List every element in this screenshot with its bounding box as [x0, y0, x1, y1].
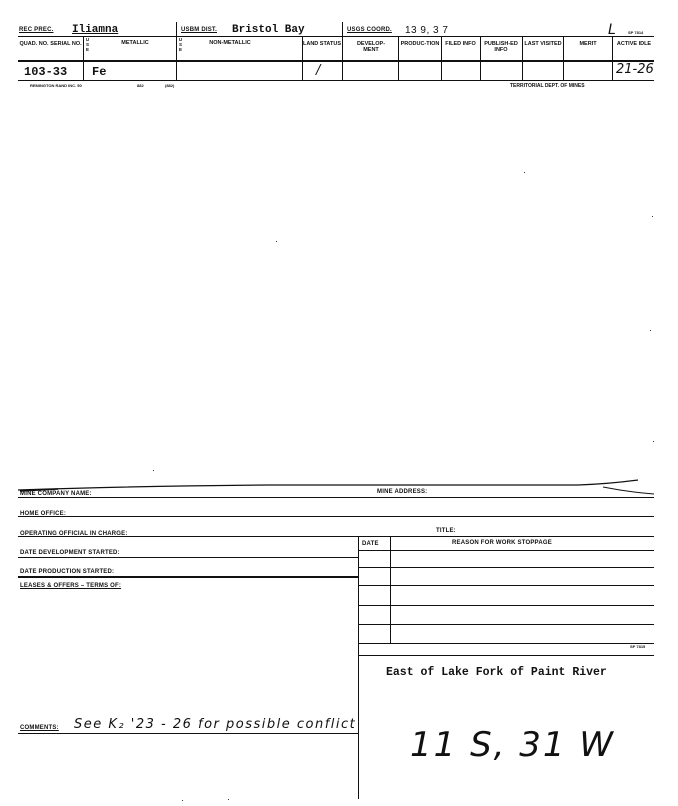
- col-non-metallic: NON-METALLIC: [209, 40, 251, 46]
- date-col-header: DATE: [362, 541, 379, 547]
- comments-value: See K₂ '23 - 26 for possible conflict: [74, 717, 357, 732]
- form-number-2: SP 7815: [630, 644, 646, 649]
- col-land-status: LAND STATUS: [303, 41, 341, 47]
- printer-code-2: (882): [165, 83, 175, 88]
- comments-label: COMMENTS:: [20, 725, 59, 731]
- col-production: PRODUC-TION: [400, 41, 440, 47]
- operating-official-label: OPERATING OFFICIAL IN CHARGE:: [20, 531, 128, 537]
- col-last-visited: LAST VISITED: [524, 41, 562, 47]
- col-quad-no: QUAD. NO.: [19, 41, 49, 47]
- leases-offers-label: LEASES & OFFERS – TERMS OF:: [20, 583, 122, 589]
- usbm-dist-value: Bristol Bay: [232, 24, 305, 36]
- col-published-info: PUBLISH-ED INFO: [484, 41, 518, 54]
- entry-active-idle: 21-26: [616, 62, 654, 77]
- page-mark: L: [608, 22, 616, 38]
- usbm-dist-label: USBM DIST.: [181, 27, 218, 33]
- home-office-label: HOME OFFICE:: [20, 511, 67, 517]
- mine-address-label: MINE ADDRESS:: [377, 489, 428, 495]
- usgs-coord-value: 13 9, 3 7: [405, 25, 449, 36]
- col-metallic: METALLIC: [121, 40, 149, 46]
- entry-quad-serial: 103-33: [24, 65, 68, 79]
- col-use-b: U S E: [178, 37, 183, 52]
- territorial-dept: TERRITORIAL DEPT. OF MINES: [510, 83, 585, 89]
- date-development-started-label: DATE DEVELOPMENT STARTED:: [20, 550, 120, 556]
- title-label: TITLE:: [436, 528, 456, 534]
- col-active-idle: ACTIVE IDLE: [616, 41, 652, 47]
- location-note: East of Lake Fork of Paint River: [386, 666, 607, 679]
- printer-code: 882: [137, 83, 144, 88]
- date-production-started-label: DATE PRODUCTION STARTED:: [20, 569, 115, 575]
- col-merit: MERIT: [579, 41, 597, 47]
- reason-col-header: REASON FOR WORK STOPPAGE: [452, 540, 552, 546]
- mine-company-name-label: MINE COMPANY NAME:: [20, 491, 92, 497]
- rec-prec-label: REC PREC.: [19, 27, 54, 33]
- rec-prec-value: Iliamna: [72, 24, 119, 36]
- form-number: SP 7814: [628, 30, 644, 35]
- col-use-a: U S E: [85, 37, 90, 52]
- col-filed-info: FILED INFO: [445, 41, 476, 47]
- col-serial-no: SERIAL NO.: [50, 41, 82, 47]
- township-range: 11 S, 31 W: [410, 725, 615, 765]
- printer-credit: REMINGTON RAND INC. 50: [30, 83, 82, 88]
- col-development: DEVELOP-MENT: [356, 41, 386, 54]
- entry-land-status: /: [316, 63, 321, 78]
- usgs-coord-label: USGS COORD.: [347, 27, 392, 33]
- entry-metallic: Fe: [92, 65, 107, 79]
